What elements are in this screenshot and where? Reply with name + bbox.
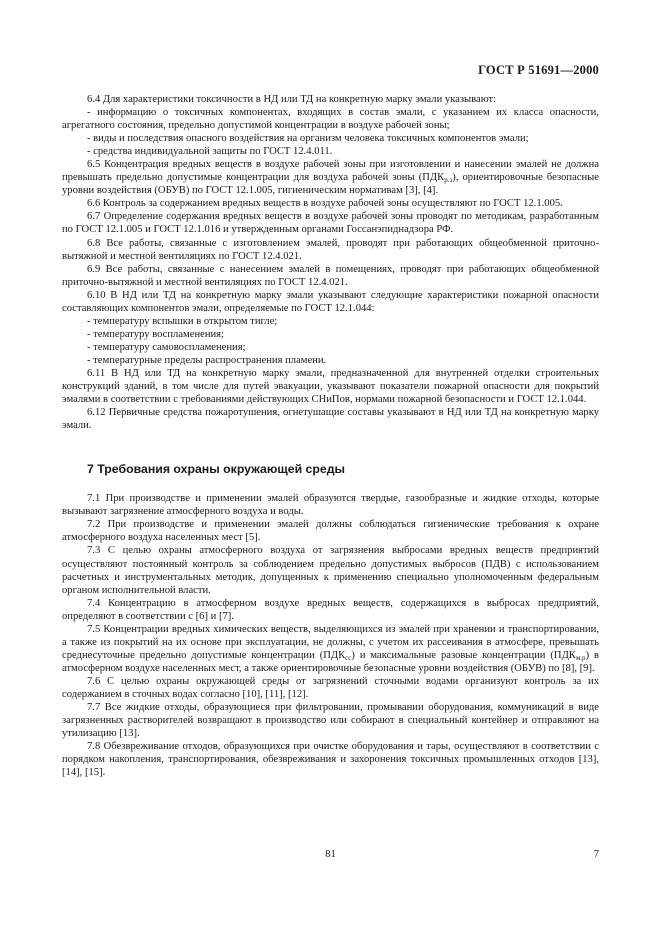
- list-item: - информацию о токсичных компонентах, входящих в состав эмали, с указанием их класса опасности, агрегатного состояния, предельно допустимой концентрации в воздухе рабочей зоны;: [62, 107, 599, 132]
- clause-7-4: 7.4 Концентрацию в атмосферном воздухе вредных веществ, содержащихся в выбросах предприятий, определяют в соответствии с [6] и [7].: [62, 597, 599, 622]
- list-item: - температурные пределы распространения пламени.: [87, 354, 327, 366]
- document-header: ГОСТ Р 51691—2000: [478, 63, 599, 77]
- clause-6-5-text: 6.5 Концентрация вредных веществ в воздухе рабочей зоны при изготовлении и нанесении эмалей не должна превышать предельно допустимые концентрации для воздуха рабочей зоны (ПДК: [62, 159, 599, 184]
- clause-7-1: 7.1 При производстве и применении эмалей образуются твердые, газообразные и жидкие отходы, которые вызывают загрязнение атмосферного воздуха и воды.: [62, 493, 599, 518]
- clause-6-4: 6.4 Для характеристики токсичности в НД или ТД на конкретную марку эмали указывают:: [87, 94, 497, 105]
- list-item: - средства индивидуальной защиты по ГОСТ 12.4.011.: [87, 146, 333, 158]
- clause-6-10: 6.10 В НД или ТД на конкретную марку эмали указывают следующие характеристики пожарной опасности составляющих компонентов эмали, определяемые по ГОСТ 12.1.044:: [62, 289, 599, 314]
- clause-7-6: 7.6 С целью охраны окружающей среды от загрязнений сточными водами организуют контроль за их содержанием в сточных водах согласно [10], [11], [12].: [62, 675, 599, 700]
- clause-6-5: [62, 158, 599, 197]
- clause-7-7: 7.7 Все жидкие отходы, образующиеся при фильтровании, промывании оборудования, коммуникаций в виде загрязненных растворителей возвращают в производство или собирают в специальный контейнер и отправляют на утилизацию [13].: [62, 702, 599, 740]
- clause-7-2: 7.2 При производстве и применении эмалей должны соблюдаться гигиенические требования к охране атмосферного воздуха населенных мест [5].: [62, 519, 599, 544]
- subscript: м.р: [575, 653, 586, 662]
- clause-6-5-text-cont: ), ориентировочные безопасные уровни воздействия (ОБУВ) по ГОСТ 12.1.005, гигиеническим нормативам [3], [4].: [62, 172, 599, 197]
- clause-7-5: [62, 623, 599, 675]
- list-item: - температуру самовоспламенения;: [87, 341, 246, 353]
- clause-6-6: 6.6 Контроль за содержанием вредных веществ в воздухе рабочей зоны осуществляют по ГОСТ 12.1.005.: [87, 198, 563, 210]
- clause-7-5-text-end: ) в атмосферном воздухе населенных мест, а также ориентировочные безопасные уровни воздействия (ОБУВ) по [8], [9].: [62, 649, 600, 674]
- subscript: сс: [345, 653, 352, 662]
- list-item: - виды и последствия опасного воздействия на организм человека токсичных компонентов эмали;: [87, 133, 529, 145]
- footer-page-number: 81: [325, 849, 336, 860]
- section-7-title: 7 Требования охраны окружающей среды: [87, 462, 346, 477]
- document-body: [62, 93, 599, 779]
- clause-6-8: 6.8 Все работы, связанные с изготовлением эмалей, проводят при работающих общеобменной приточно-вытяжной и местной вентиляциях по ГОСТ 12.4.021.: [62, 237, 599, 262]
- clause-6-12: 6.12 Первичные средства пожаротушения, огнетушащие составы указывают в НД или ТД на конкретную марку эмали.: [62, 407, 599, 432]
- clause-7-8: 7.8 Обезвреживание отходов, образующихся при очистке оборудования и тары, осуществляют в соответствии с порядком накопления, транспортирования, обезвреживания и захоронения токсичных промышленных отходов [13], [14], [15].: [62, 741, 599, 779]
- footer-sheet-number: 7: [593, 849, 599, 860]
- list-item: - температуру воспламенения;: [87, 328, 224, 340]
- clause-7-5-text-cont: ) и максимальные разовые концентрации (ПДК: [351, 649, 576, 661]
- clause-6-7: 6.7 Определение содержания вредных веществ в воздухе рабочей зоны проводят по методикам, разработанным по ГОСТ 12.1.005 и ГОСТ 12.1.016 и утвержденным органами Госсанэпиднадзора РФ.: [62, 211, 599, 236]
- subscript: р.з: [444, 176, 453, 185]
- clause-6-9: 6.9 Все работы, связанные с нанесением эмалей в помещениях, проводят при работающих общеобменной приточно-вытяжной и местной вентиляциях по ГОСТ 12.4.021.: [62, 263, 599, 288]
- list-item: - температуру вспышки в открытом тигле;: [87, 315, 278, 327]
- clause-6-11: 6.11 В НД или ТД на конкретную марку эмали, предназначенной для внутренней отделки строительных конструкций зданий, в том числе для путей эвакуации, указывают показатели пожарной опасности для покрытий эмалями в соответствии с требованиями действующих СНиПов, нормами пожарной безопасности и ГОСТ 12.1.044.: [62, 367, 599, 406]
- clause-7-5-text: 7.5 Концентрации вредных химических веществ, выделяющихся из эмалей при хранении и транспортировании, а также из покрытий на их основе при эксплуатации, не должны, с учетом их рассеивания в атмосфере, превышать среднесуточные предельно допустимые концентрации (ПДК: [62, 623, 599, 661]
- clause-7-3: 7.3 С целью охраны атмосферного воздуха от загрязнения выбросами вредных веществ предприятий осуществляют постоянный контроль за соблюдением предельно допустимых выбросов (ПДВ) с использованием расчетных и инструментальных методик, допущенных к применению специально уполномоченным федеральным органом исполнительной власти.: [62, 545, 599, 596]
